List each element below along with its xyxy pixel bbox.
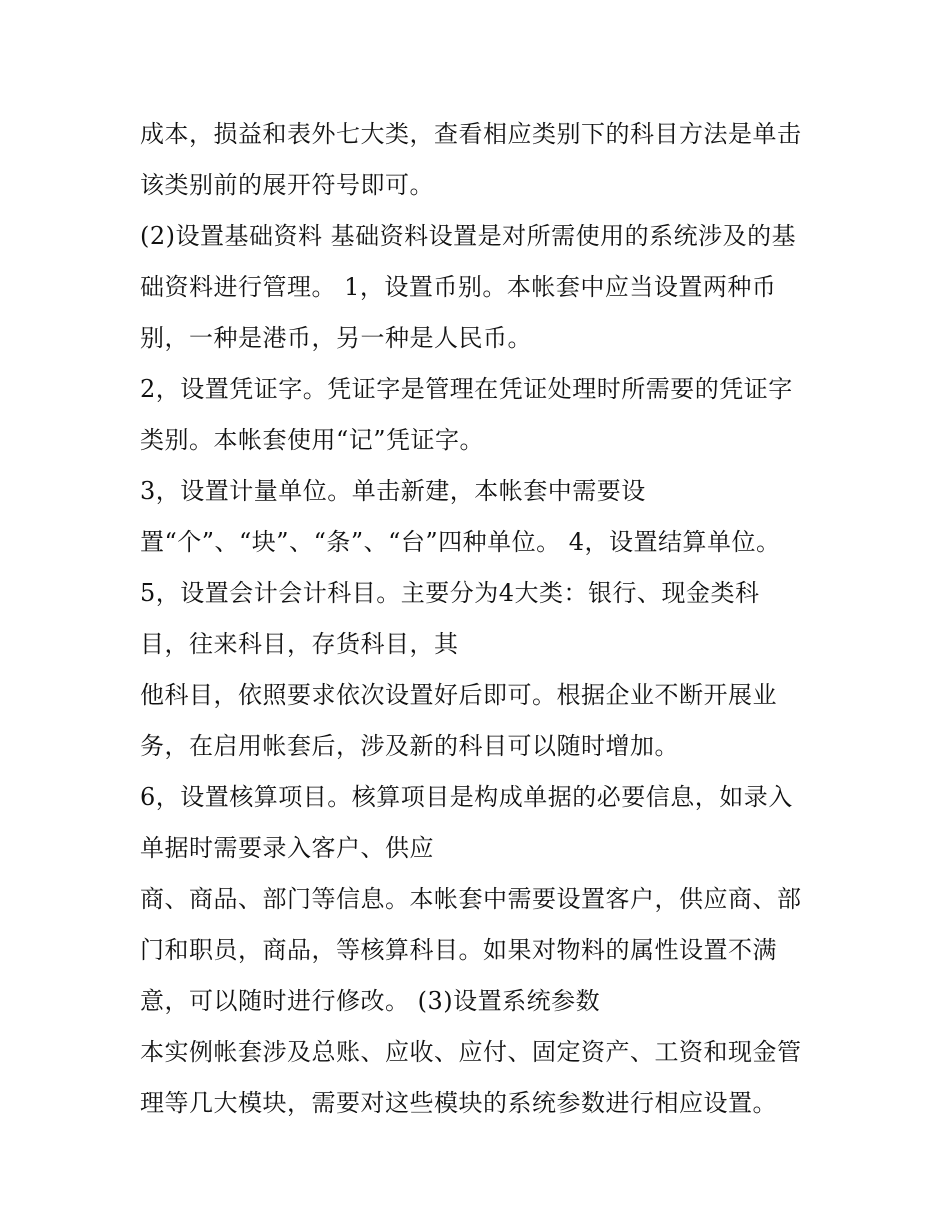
text-line-14: 6，设置核算项目。核算项目是构成单据的必要信息，如录入 <box>140 783 793 811</box>
text-line-18: 意，可以随时进行修改。 (3)设置系统参数 <box>140 987 601 1015</box>
text-line-19: 本实例帐套涉及总账、应收、应付、固定资产、工资和现金管 <box>140 1038 802 1066</box>
text-line-17: 门和职员，商品，等核算科目。如果对物料的属性设置不满 <box>140 936 777 964</box>
text-line-1: 成本，损益和表外七大类，查看相应类别下的科目方法是单击 <box>140 120 802 148</box>
text-line-9: 置“个”、“块”、“条”、“台”四种单位。 4，设置结算单位。 <box>140 528 781 556</box>
text-line-20: 理等几大模块，需要对这些模块的系统参数进行相应设置。 <box>140 1089 777 1117</box>
text-line-12: 他科目，依照要求依次设置好后即可。根据企业不断开展业 <box>140 681 777 709</box>
text-line-11: 目，往来科目，存货科目，其 <box>140 630 459 658</box>
text-line-7: 类别。本帐套使用“记”凭证字。 <box>140 426 485 454</box>
text-line-15: 单据时需要录入客户、供应 <box>140 834 434 862</box>
text-line-2: 该类别前的展开符号即可。 <box>140 171 434 199</box>
text-line-8: 3，设置计量单位。单击新建，本帐套中需要设 <box>140 477 646 505</box>
text-line-3: (2)设置基础资料 基础资料设置是对所需使用的系统涉及的基 <box>140 222 797 250</box>
text-line-16: 商、商品、部门等信息。本帐套中需要设置客户，供应商、部 <box>140 885 802 913</box>
document-body <box>140 109 840 1129</box>
text-line-13: 务，在启用帐套后，涉及新的科目可以随时增加。 <box>140 732 679 760</box>
text-line-5: 别，一种是港币，另一种是人民币。 <box>140 324 532 352</box>
text-line-4: 础资料进行管理。 1，设置币别。本帐套中应当设置两种币 <box>140 273 777 301</box>
text-line-10: 5，设置会计会计科目。主要分为4大类：银行、现金类科 <box>140 579 760 607</box>
text-line-6: 2，设置凭证字。凭证字是管理在凭证处理时所需要的凭证字 <box>140 375 793 403</box>
